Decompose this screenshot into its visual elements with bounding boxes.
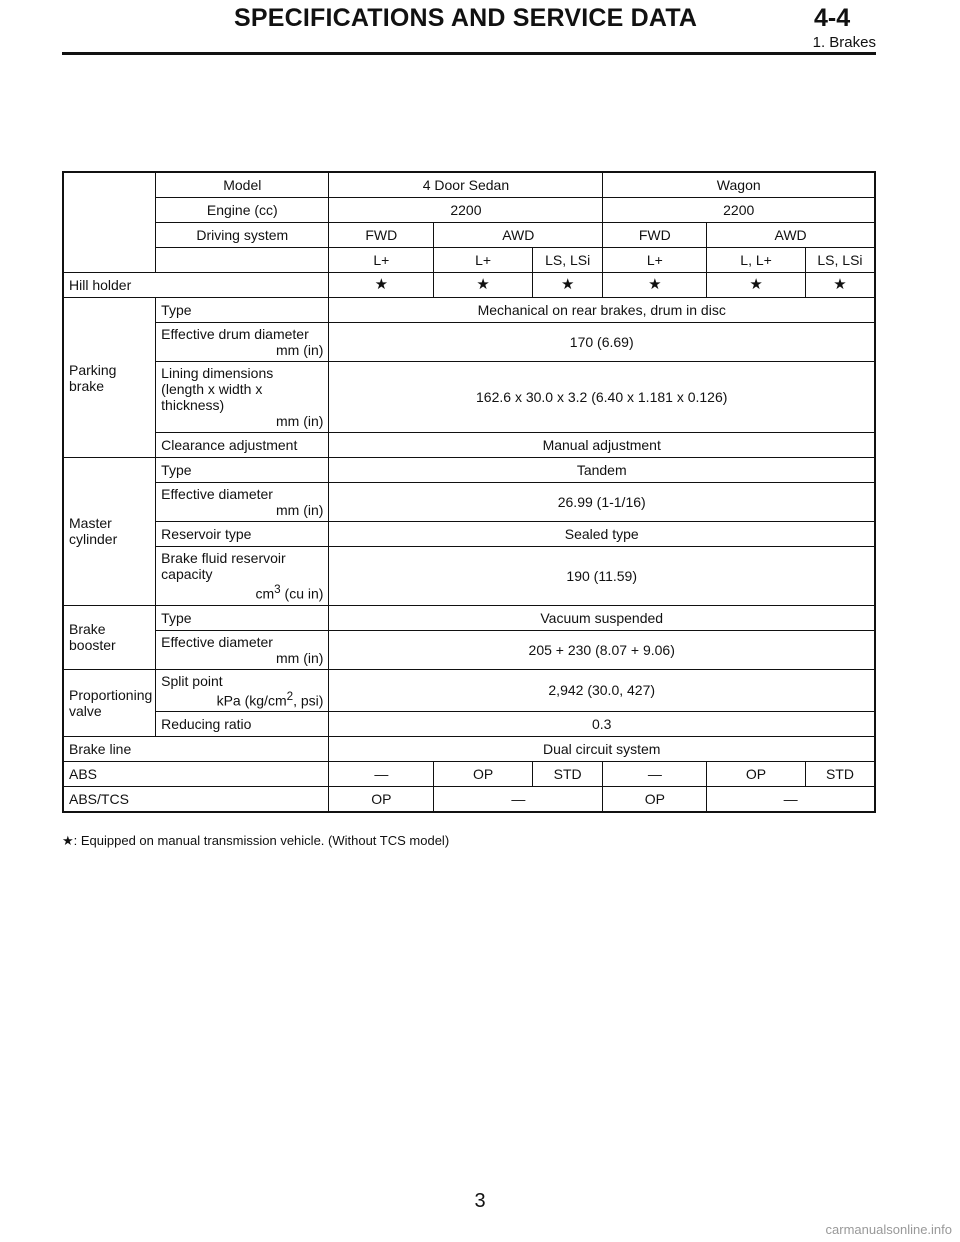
table-row [63,630,875,669]
pv-ratio-value: 0.3 [329,712,875,737]
proportioning-valve-label: Proportioning valve [63,669,156,737]
trim-cell: L+ [329,248,434,273]
abs-cell: STD [532,762,603,787]
mc-reservoir-label: Reservoir type [156,522,329,547]
section-subtitle: 1. Brakes [812,34,876,51]
trim-cell: L+ [434,248,533,273]
star-icon: ★ [532,273,603,298]
table-row [63,712,875,737]
pb-drum-value: 170 (6.69) [329,323,875,362]
table-row [63,273,875,298]
pb-type-value: Mechanical on rear brakes, drum in disc [329,298,875,323]
model-label: Model [156,172,329,198]
abs-cell: OP [707,762,806,787]
drive-cell: AWD [434,223,603,248]
table-row [63,522,875,547]
engine-sedan: 2200 [329,198,603,223]
parking-brake-label: Parking brake [63,298,156,458]
engine-wagon: 2200 [603,198,875,223]
watermark: carmanualsonline.info [825,1222,952,1237]
pb-lining-value: 162.6 x 30.0 x 3.2 (6.40 x 1.181 x 0.126) [329,362,875,433]
table-row [63,483,875,522]
header-rule [62,52,876,55]
mc-type-value: Tandem [329,458,875,483]
model-wagon: Wagon [603,172,875,198]
brake-booster-label: Brake booster [63,605,156,669]
table-row [63,737,875,762]
abs-tcs-cell: — [707,787,875,813]
table-row [63,433,875,458]
table-row [63,605,875,630]
pb-clearance-value: Manual adjustment [329,433,875,458]
pb-lining-label: Lining dimensions (length x width x thickness) mm (in) [156,362,329,433]
star-icon: ★ [329,273,434,298]
master-cylinder-label: Master cylinder [63,458,156,606]
footnote: ★: Equipped on manual transmission vehicle. (Without TCS model) [62,833,450,848]
abs-cell: STD [805,762,875,787]
star-icon: ★ [805,273,875,298]
page-number: 3 [474,1190,486,1212]
mc-type-label: Type [156,458,329,483]
brake-line-value: Dual circuit system [329,737,875,762]
mc-diam-label: Effective diameter mm (in) [156,483,329,522]
page-title: SPECIFICATIONS AND SERVICE DATA [234,4,698,32]
trim-cell: LS, LSi [805,248,875,273]
trim-cell: L+ [603,248,707,273]
section-number: 4-4 [814,4,851,32]
table-row [63,198,875,223]
pb-type-label: Type [156,298,329,323]
abs-tcs-cell: OP [329,787,434,813]
abs-tcs-label: ABS/TCS [63,787,329,813]
engine-label: Engine (cc) [156,198,329,223]
bb-diam-label: Effective diameter mm (in) [156,630,329,669]
pv-split-label: Split point kPa ($kg/cm^2$, psi) [156,669,329,712]
drive-cell: FWD [329,223,434,248]
bb-type-value: Vacuum suspended [329,605,875,630]
bb-type-label: Type [156,605,329,630]
star-icon: ★ [603,273,707,298]
trim-cell: L, L+ [707,248,806,273]
mc-reservoir-value: Sealed type [329,522,875,547]
brake-spec-table [62,171,876,813]
table-row [63,762,875,787]
table-row [63,323,875,362]
table-row [63,362,875,433]
brake-line-label: Brake line [63,737,329,762]
bb-diam-value: 205 + 230 (8.07 + 9.06) [329,630,875,669]
trim-cell: LS, LSi [532,248,603,273]
drive-cell: AWD [707,223,875,248]
star-icon: ★ [707,273,806,298]
table-row [63,669,875,712]
hill-holder-label: Hill holder [63,273,329,298]
abs-tcs-cell: — [434,787,603,813]
table-row [63,298,875,323]
model-sedan: 4 Door Sedan [329,172,603,198]
corner-cell [63,172,156,273]
mc-capacity-value: 190 (11.59) [329,547,875,606]
mc-capacity-label: Brake fluid reservoir capacity $cm^3$ (cu in) [156,547,329,606]
abs-cell: OP [434,762,533,787]
table-row [63,547,875,606]
mc-diam-value: 26.99 (1-1/16) [329,483,875,522]
table-row [63,787,875,813]
drive-cell: FWD [603,223,707,248]
table-row [63,223,875,248]
star-icon: ★ [434,273,533,298]
drive-label: Driving system [156,223,329,248]
abs-cell: — [329,762,434,787]
pb-drum-label: Effective drum diameter mm (in) [156,323,329,362]
abs-tcs-cell: OP [603,787,707,813]
abs-label: ABS [63,762,329,787]
table-row [63,458,875,483]
trim-label-empty [156,248,329,273]
table-row [63,172,875,198]
pb-clearance-label: Clearance adjustment [156,433,329,458]
pv-split-value: 2,942 (30.0, 427) [329,669,875,712]
abs-cell: — [603,762,707,787]
pv-ratio-label: Reducing ratio [156,712,329,737]
table-row [63,248,875,273]
